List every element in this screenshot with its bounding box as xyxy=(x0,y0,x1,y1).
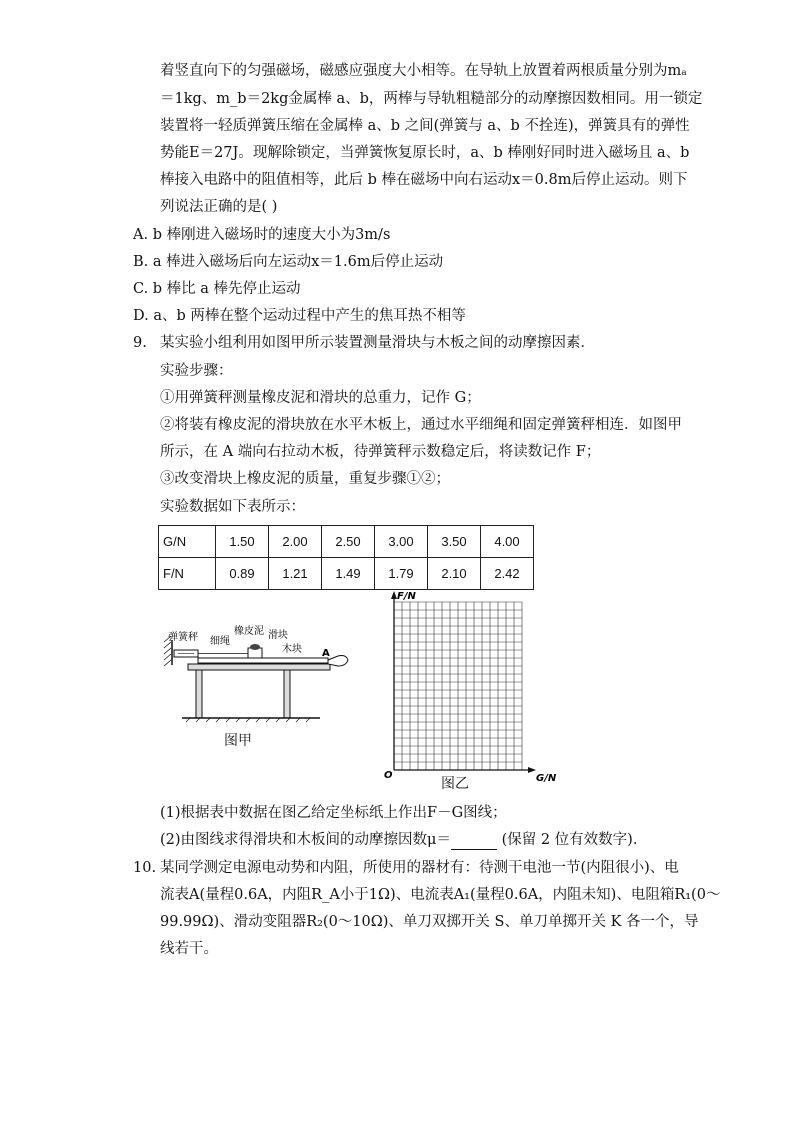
q9-steps-title: 实验步骤： xyxy=(160,363,233,379)
q10-line-1: 某同学测定电源电动势和内阻，所使用的器材有：待测干电池一节(内阻很小)、电 xyxy=(160,860,679,876)
table-cell: 1.21 xyxy=(269,558,322,590)
label-board: 木块 xyxy=(282,644,302,655)
q9-sub-2-suffix: (保留 2 位有效数字). xyxy=(501,832,638,848)
q10-line-4: 线若干。 xyxy=(160,941,218,957)
q8-line-5: 棒接入电路中的阻值相等，此后 b 棒在磁场中向右运动x＝0.8m后停止运动。则下 xyxy=(160,172,688,188)
table-row-g xyxy=(159,526,534,558)
y-axis-label: F/N xyxy=(397,591,416,602)
table-cell: 1.50 xyxy=(216,526,269,558)
x-axis-arrow-icon xyxy=(528,767,536,773)
q9-table-title: 实验数据如下表所示： xyxy=(160,499,305,515)
q8-line-2: ＝1kg、m_b＝2kg金属棒 a、b，两棒与导轨粗糙部分的动摩擦因数相同。用一锁定 xyxy=(160,91,703,107)
q9-number: 9. xyxy=(133,335,147,351)
table-cell: 2.10 xyxy=(428,558,481,590)
label-clay: 橡皮泥 xyxy=(234,626,264,637)
table-cell: 2.42 xyxy=(481,558,534,590)
q9-sub-1: (1)根据表中数据在图乙给定坐标纸上作出F－G图线； xyxy=(160,805,507,821)
q8-line-1: 着竖直向下的匀强磁场，磁感应强度大小相等。在导轨上放置着两根质量分别为mₐ xyxy=(160,63,687,79)
q9-step-2b: 所示，在 A 端向右拉动木板，待弹簧秤示数稳定后，将读数记作 F； xyxy=(160,444,601,460)
q10-line-3: 99.99Ω)、滑动变阻器R₂(0～10Ω)、单刀双掷开关 S、单刀单掷开关 K 各一个，导 xyxy=(160,914,699,930)
label-rope: 细绳 xyxy=(210,636,230,647)
q8-line-3: 装置将一轻质弹簧压缩在金属棒 a、b 之间(弹簧与 a、b 不拴连)，弹簧具有的弹性 xyxy=(160,118,690,134)
grid-paper-figure xyxy=(380,588,560,788)
label-spring: 弹簧秤 xyxy=(168,632,198,643)
table-row-f xyxy=(159,558,534,590)
table-cell: 3.50 xyxy=(428,526,481,558)
q10-number: 10. xyxy=(133,860,157,876)
label-slider: 滑块 xyxy=(268,630,288,641)
label-A: A xyxy=(322,648,330,659)
table-header-f: F/N xyxy=(159,558,216,590)
q8-option-a: A. b 棒刚进入磁场时的速度大小为3m/s xyxy=(133,227,391,243)
q10-line-2: 流表A(量程0.6A，内阻R_A小于1Ω)、电流表A₁(量程0.6A，内阻未知)、电阻箱R₁(0～ xyxy=(160,887,721,903)
q9-sub-2-prefix: (2)由图线求得滑块和木板间的动摩擦因数μ＝ xyxy=(160,832,451,848)
answer-blank[interactable] xyxy=(451,835,497,850)
q8-line-6: 列说法正确的是( ) xyxy=(160,199,278,215)
table-top xyxy=(188,664,330,670)
figure-caption-yi: 图乙 xyxy=(441,776,469,792)
apparatus-figure xyxy=(160,620,360,730)
q9-step-1: ①用弹簧秤测量橡皮泥和滑块的总重力，记作 G； xyxy=(160,390,481,406)
q9-intro: 某实验小组利用如图甲所示装置测量滑块与木板之间的动摩擦因素． xyxy=(160,335,595,351)
x-axis-label: G/N xyxy=(536,773,557,784)
figure-caption-jia: 图甲 xyxy=(224,733,252,749)
table-cell: 4.00 xyxy=(481,526,534,558)
q8-option-c: C. b 棒比 a 棒先停止运动 xyxy=(133,281,301,297)
q9-sub-2 xyxy=(160,830,637,850)
table-cell: 1.79 xyxy=(375,558,428,590)
table-header-g: G/N xyxy=(159,526,216,558)
board xyxy=(198,658,328,663)
q9-step-3: ③改变滑块上橡皮泥的质量，重复步骤①②； xyxy=(160,471,450,487)
table-cell: 2.00 xyxy=(269,526,322,558)
table-cell: 1.49 xyxy=(322,558,375,590)
hand-icon xyxy=(328,656,348,667)
q8-option-d: D. a、b 两棒在整个运动过程中产生的焦耳热不相等 xyxy=(133,308,466,324)
data-table xyxy=(158,525,534,590)
q9-step-2a: ②将装有橡皮泥的滑块放在水平木板上，通过水平细绳和固定弹簧秤相连．如图甲 xyxy=(160,417,682,433)
table-cell: 2.50 xyxy=(322,526,375,558)
origin-label: O xyxy=(384,770,393,781)
table-cell: 3.00 xyxy=(375,526,428,558)
table-cell: 0.89 xyxy=(216,558,269,590)
q8-line-4: 势能E＝27J。现解除锁定，当弹簧恢复原长时，a、b 棒刚好同时进入磁场且 a、b xyxy=(160,145,690,161)
clay-blob xyxy=(250,644,260,650)
q8-option-b: B. a 棒进入磁场后向左运动x＝1.6m后停止运动 xyxy=(133,254,444,270)
